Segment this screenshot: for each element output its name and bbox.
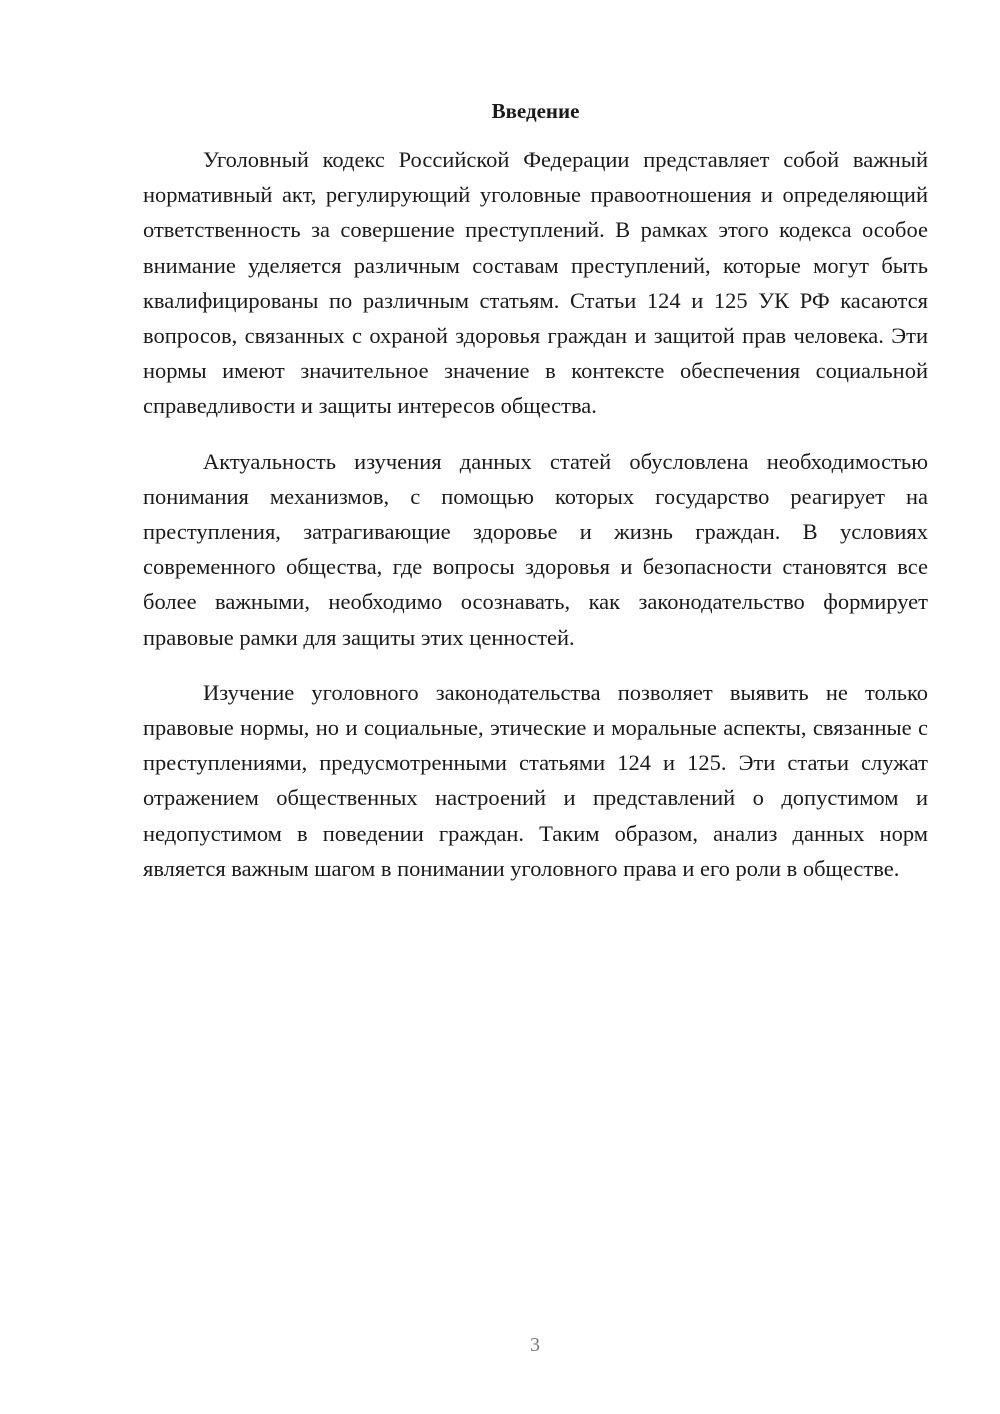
paragraph-1: Уголовный кодекс Российской Федерации представляет собой важный нормативный акт, регулирующий уголовные правоотношения и определяющий ответственность за совершение преступлений. В рамках этого кодекса особое внимание уделяется различным составам преступлений, которые могут быть квалифицированы по различным статьям. Статьи 124 и 125 УК РФ касаются вопросов, связанных с охраной здоровья граждан и защитой прав человека. Эти нормы имеют значительное значение в контексте обеспечения социальной справедливости и защиты интересов общества. — [143, 147, 928, 419]
document-body — [143, 142, 928, 906]
page-number: 3 — [530, 1334, 540, 1356]
paragraph-2: Актуальность изучения данных статей обусловлена необходимостью понимания механизмов, с помощью которых государство реагирует на преступления, затрагивающие здоровье и жизнь граждан. В условиях современного общества, где вопросы здоровья и безопасности становятся все более важными, необходимо осознавать, как законодательство формирует правовые рамки для защиты этих ценностей. — [143, 448, 928, 650]
paragraph-3: Изучение уголовного законодательства позволяет выявить не только правовые нормы, но и социальные, этические и моральные аспекты, связанные с преступлениями, предусмотренными статьями 124 и 125. Эти статьи служат отражением общественных настроений и представлений о допустимом и недопустимом в поведении граждан. Таким образом, анализ данных норм является важным шагом в понимании уголовного права и его роли в обществе. — [143, 679, 928, 881]
section-title: Введение — [491, 99, 580, 123]
